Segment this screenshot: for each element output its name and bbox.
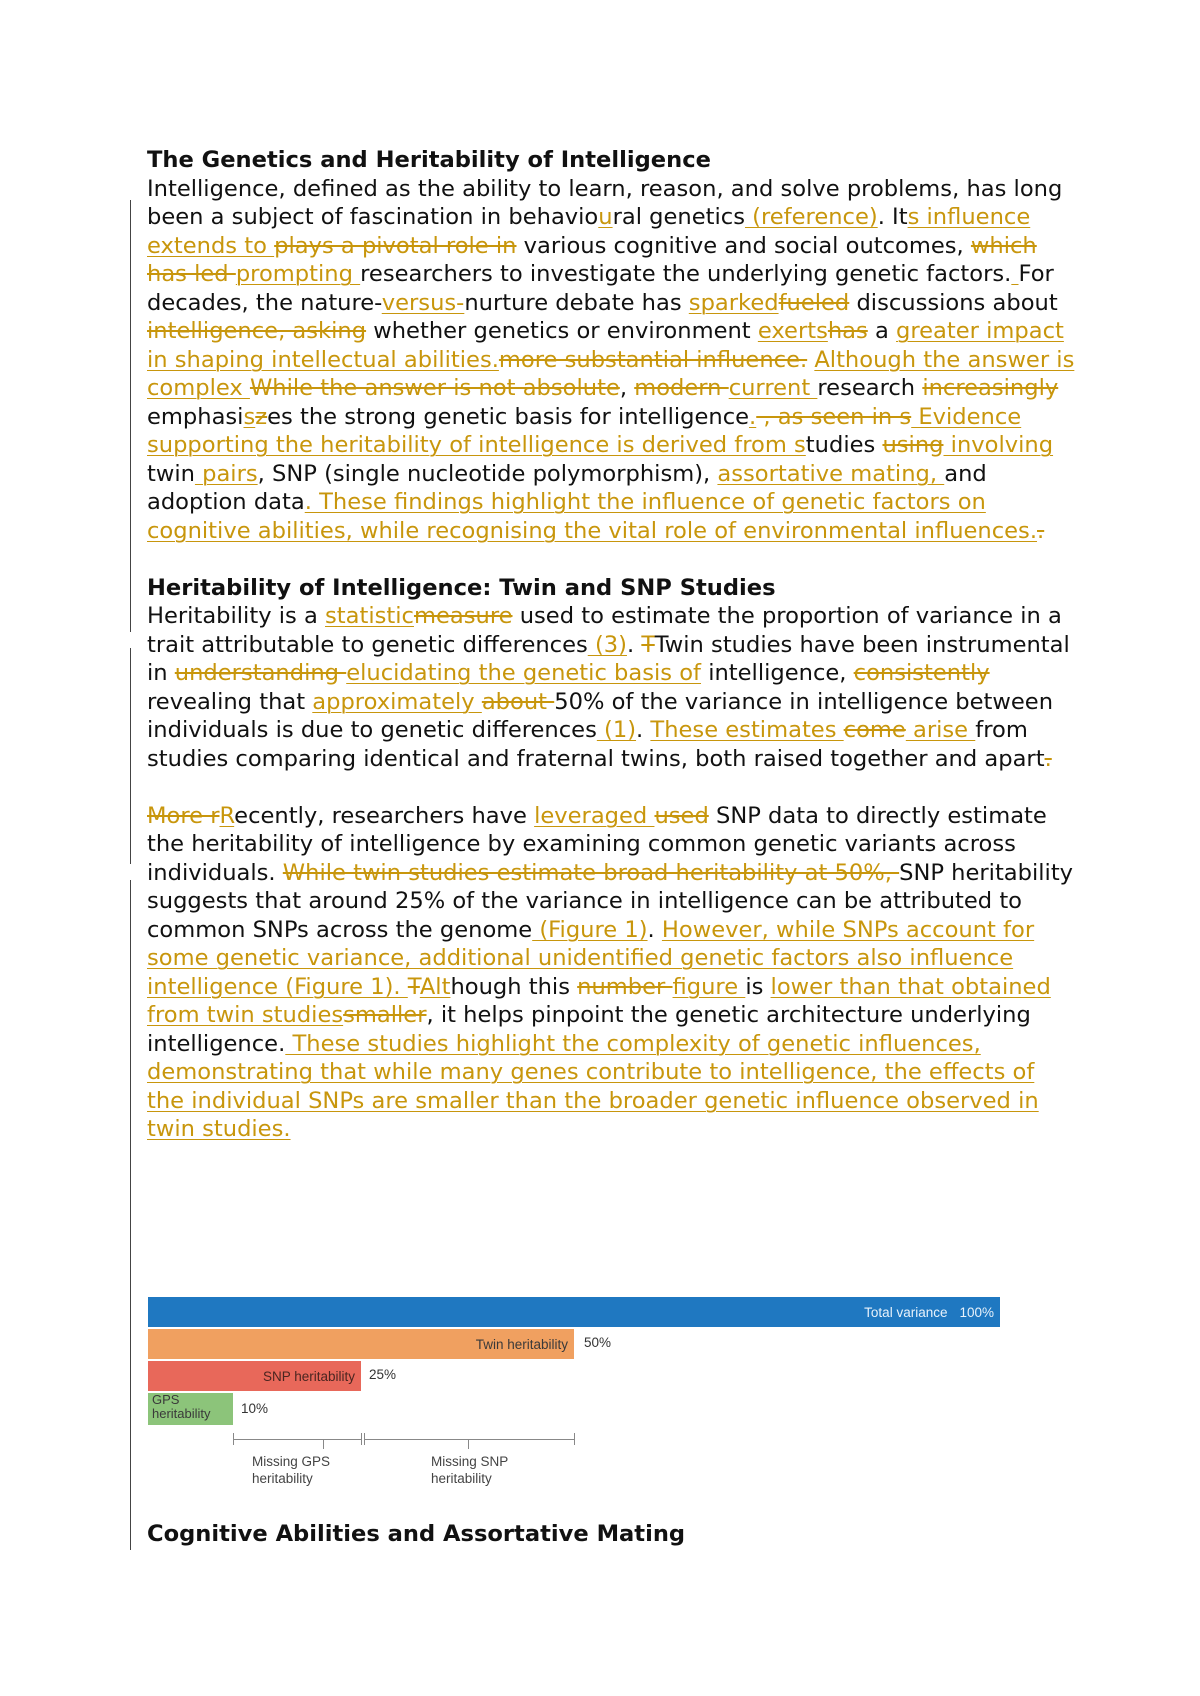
missing-gps-label: Missing GPS heritability [252, 1454, 331, 1486]
change-bar [130, 648, 131, 864]
section-4 [147, 1520, 1077, 1549]
bar-twin-heritability: Twin heritability [148, 1329, 574, 1359]
missing-snp-label: Missing SNP heritability [431, 1454, 509, 1486]
change-bar [130, 200, 131, 632]
heading-genetics-heritability: The Genetics and Heritability of Intelligence [147, 147, 711, 173]
bar-gps-heritability: GPS heritability [148, 1393, 233, 1425]
paragraph-intro: Intelligence, defined as the ability to learn, reason, and solve problems, has long been a subject of fascination in behavioural genetics (reference). Its influence extends to plays a pivotal role in various cognitive and social outcomes, which has led prompting researchers to investigate the underlying genetic factors. For decades, the nature-versus-nurture debate has sparkedfueled discussions about intelligence, asking whether genetics or environment exertshas a greater impact in shaping intellectual abilities.more substantial influence. Although the answer is complex While the answer is not absolute, modern current research increasingly emphasiszes the strong genetic basis for intelligence. , as seen in s Evidence supporting the heritability of intelligence is derived from studies using involving twin pairs, SNP (single nucleotide polymorphism), assortative mating, and adoption data. These findings highlight the influence of genetic factors on cognitive abilities, while recognising the vital role of environmental influences.. [147, 175, 1075, 544]
change-bar [130, 880, 131, 1550]
heritability-figure [148, 1297, 1000, 1497]
bar-snp-heritability: SNP heritability [148, 1361, 361, 1391]
heading-assortative-mating: Cognitive Abilities and Assortative Mating [147, 1521, 686, 1547]
heading-twin-snp-studies: Heritability of Intelligence: Twin and SNP Studies [147, 574, 776, 601]
snp-heritability-pct: 25% [369, 1367, 397, 1382]
paragraph-heritability: Heritability is a statisticmeasure used to estimate the proportion of variance in a trait attributable to genetic differences (3). TTwin studies have been instrumental in understanding elucidating the genetic basis of intelligence, consistently revealing that approximately about 50% of the variance in intelligence between individuals is due to genetic differences (1). These estimates come arise from studies comparing identical and fraternal twins, both raised together and apart. [147, 603, 1070, 772]
gps-heritability-pct: 10% [241, 1401, 269, 1416]
paragraph-snp-heritability: More rRecently, researchers have leveraged used SNP data to directly estimate the heritability of intelligence by examining common genetic variants across individuals. While twin studies estimate broad heritability at 50%, SNP heritability suggests that around 25% of the variance in intelligence can be attributed to common SNPs across the genome (Figure 1). However, while SNPs account for some genetic variance, additional unidentified genetic factors also influence intelligence (Figure 1). TAlthough this number figure is lower than that obtained from twin studiessmaller, it helps pinpoint the genetic architecture underlying intelligence. These studies highlight the complexity of genetic influences, demonstrating that while many genes contribute to intelligence, the effects of the individual SNPs are smaller than the broader genetic influence observed in twin studies. [147, 802, 1074, 1142]
document-body [147, 146, 1077, 1144]
twin-heritability-pct: 50% [584, 1335, 612, 1350]
bar-total-variance: Total variance 100% [148, 1297, 1000, 1327]
